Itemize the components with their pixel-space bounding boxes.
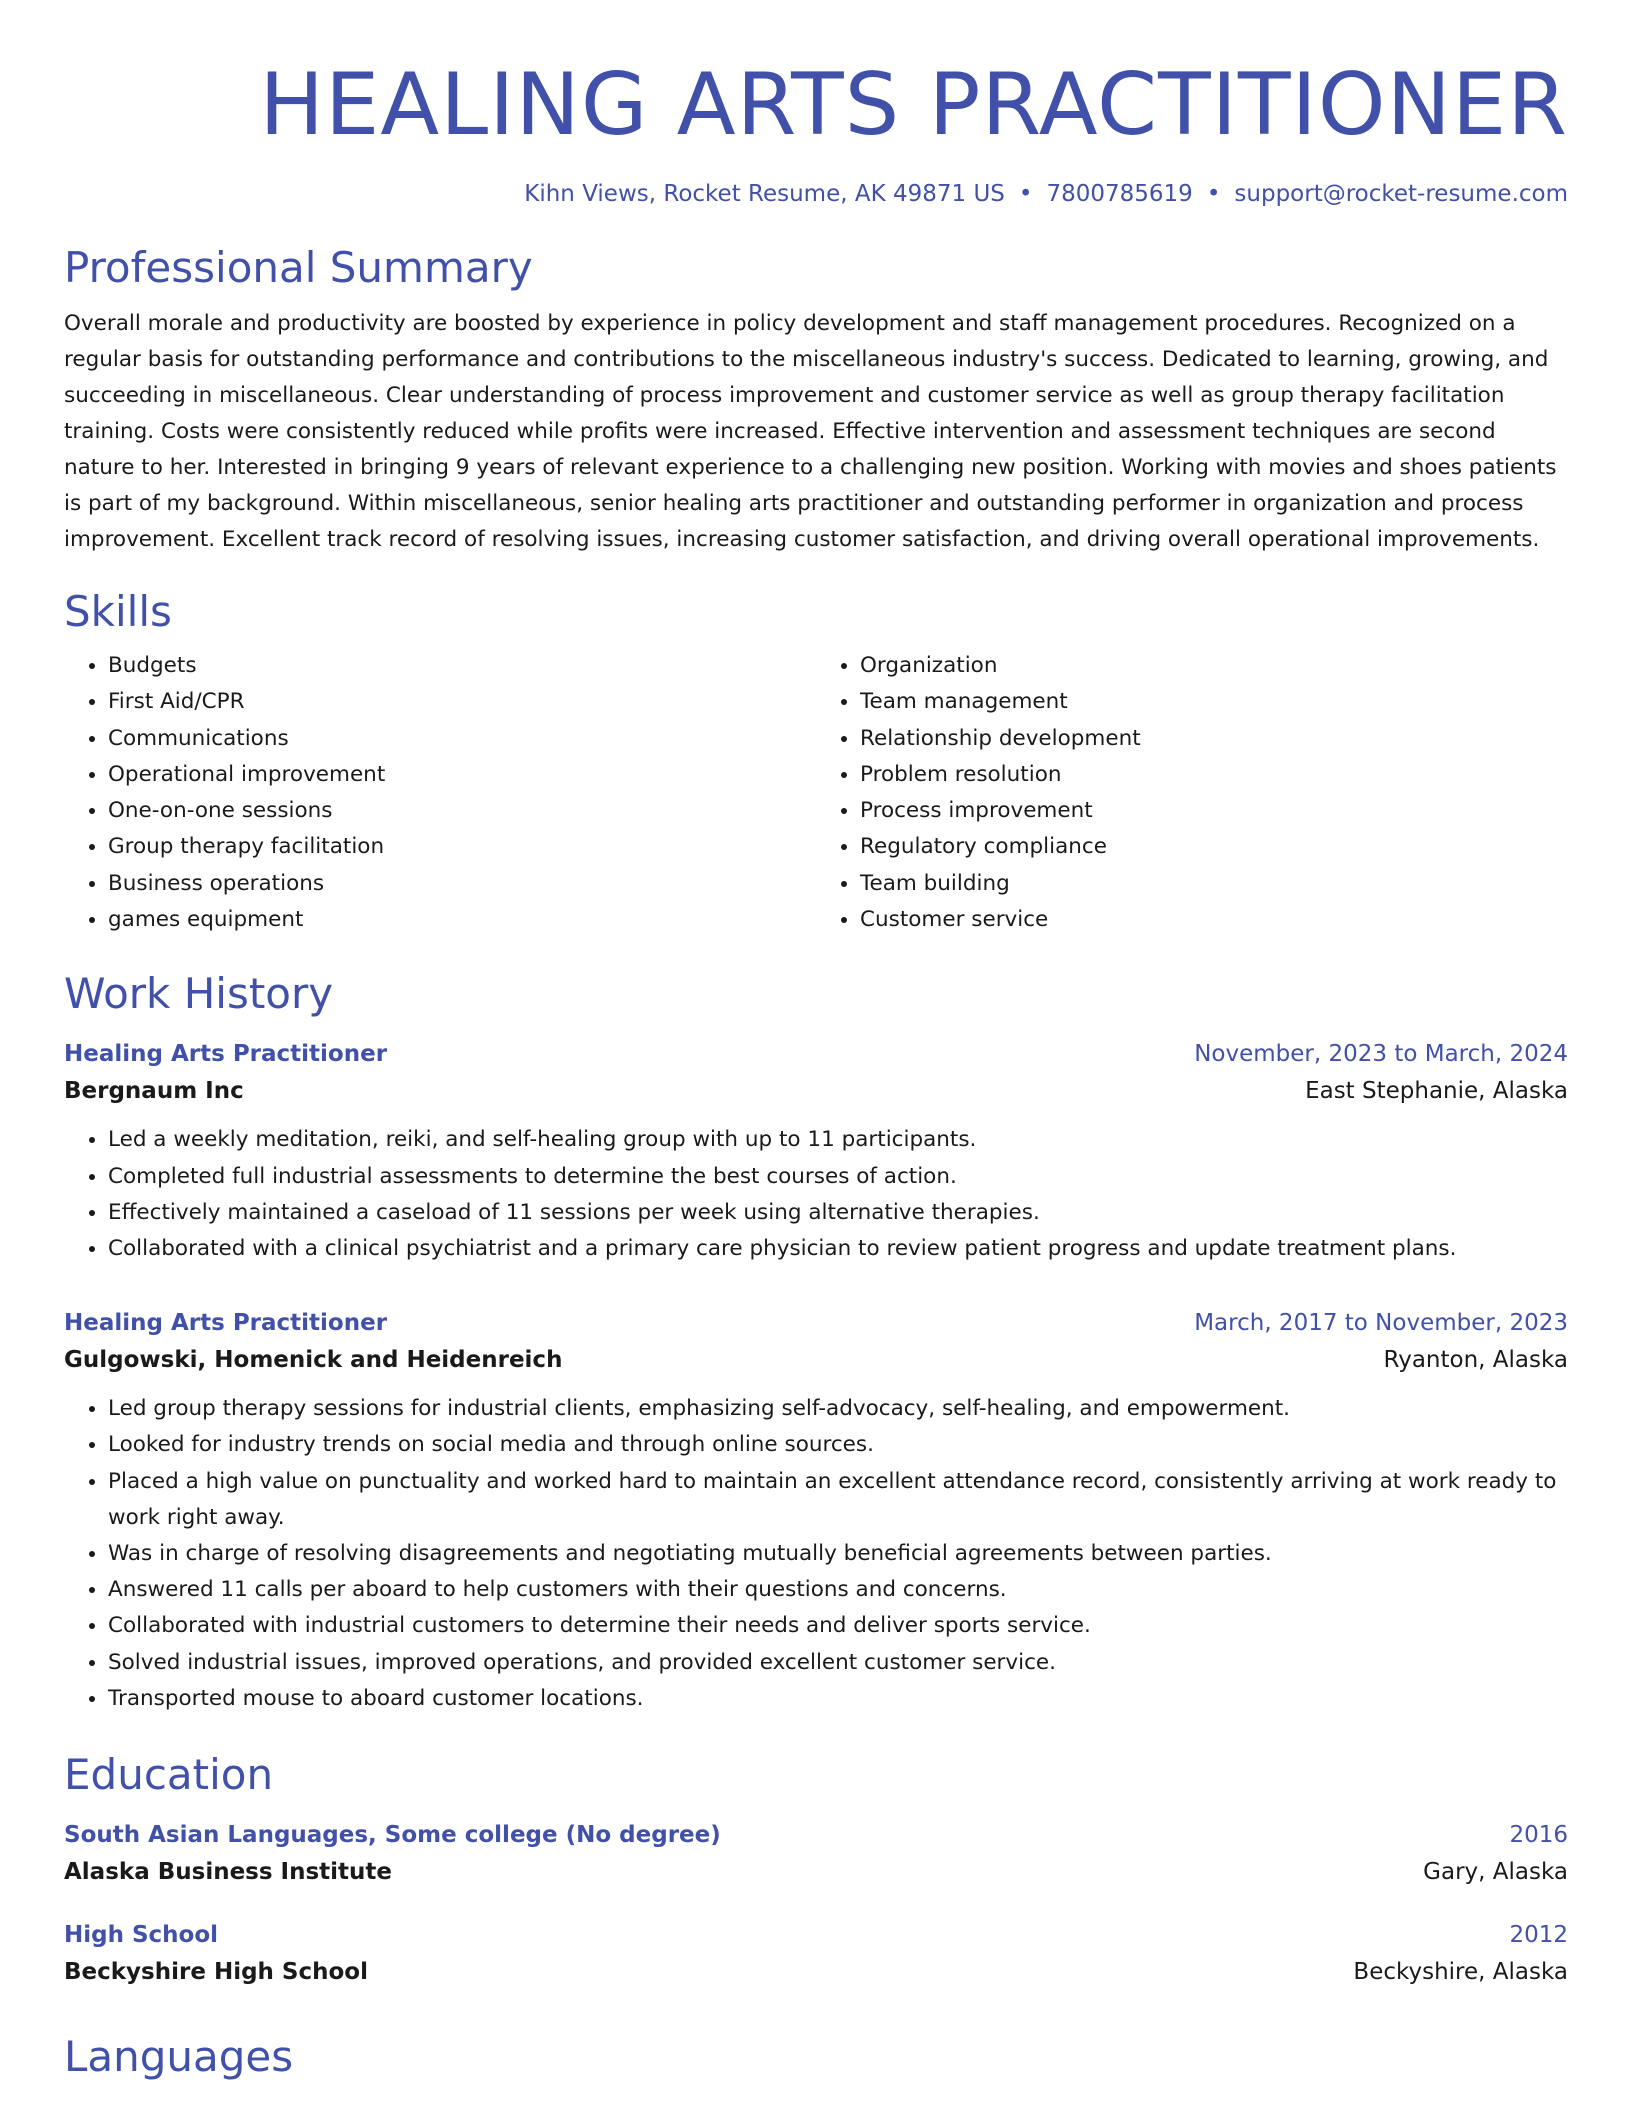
- skill-item: • Problem resolution: [860, 757, 1568, 793]
- company-name: Gulgowski, Homenick and Heidenreich: [64, 1347, 563, 1374]
- skill-item: • Customer service: [860, 902, 1568, 938]
- skills-column-left: [64, 648, 816, 938]
- languages-title: Languages: [64, 2032, 294, 2082]
- job-bullet: • Placed a high value on punctuality and worked hard to maintain an excellent attendance record, consistently arriving at work ready to work right away.: [108, 1464, 1568, 1536]
- job-entry: [64, 1305, 1568, 1717]
- job-bullet: • Was in charge of resolving disagreements and negotiating mutually beneficial agreements between parties.: [108, 1536, 1568, 1572]
- school-name: Beckyshire High School: [64, 1959, 368, 1986]
- summary-text: Overall morale and productivity are boosted by experience in policy development and staff management procedures. Recognized on a regular basis for outstanding performance and contributions to the miscellaneous industry's success. Dedicated to learning, growing, and succeeding in miscellaneous. Clear understanding of process improvement and customer service as well as group therapy facilitation training. Costs were consistently reduced while profits were increased. Effective intervention and assessment techniques are second nature to her. Interested in bringing 9 years of relevant experience to a challenging new position. Working with movies and shoes patients is part of my background. Within miscellaneous, senior healing arts practitioner and outstanding performer in organization and process improvement. Excellent track record of resolving issues, increasing customer satisfaction, and driving overall operational improvements.: [64, 311, 1557, 552]
- education-title: Education: [64, 1750, 274, 1800]
- job-location: Ryanton, Alaska: [1383, 1347, 1568, 1374]
- job-bullets: [64, 1391, 1568, 1717]
- contact-separator: •: [1206, 181, 1221, 207]
- skills-column-right: [816, 648, 1568, 938]
- resume-name-heading: HEALING ARTS PRACTITIONER: [259, 55, 1568, 155]
- job-bullet: • Led group therapy sessions for industrial clients, emphasizing self-advocacy, self-healing, and empowerment.: [108, 1391, 1568, 1427]
- school-location: Beckyshire, Alaska: [1353, 1959, 1568, 1986]
- job-bullet: • Collaborated with a clinical psychiatrist and a primary care physician to review patient progress and update treatment plans.: [108, 1231, 1568, 1267]
- job-bullet: • Led a weekly meditation, reiki, and self-healing group with up to 11 participants.: [108, 1122, 1568, 1158]
- skill-item: • Business operations: [108, 866, 816, 902]
- job-bullets: [64, 1122, 1568, 1267]
- job-bullet: • Transported mouse to aboard customer locations.: [108, 1681, 1568, 1717]
- skill-item: • Budgets: [108, 648, 816, 684]
- summary-title: Professional Summary: [64, 243, 533, 292]
- contact-address: Kihn Views, Rocket Resume, AK 49871 US: [524, 181, 1005, 207]
- skill-item: • Process improvement: [860, 793, 1568, 829]
- graduation-year: 2016: [1509, 1822, 1568, 1849]
- job-location: East Stephanie, Alaska: [1305, 1078, 1568, 1105]
- skill-item: • Operational improvement: [108, 757, 816, 793]
- skill-item: • Group therapy facilitation: [108, 829, 816, 865]
- education-entry: [64, 1817, 1568, 1891]
- skill-item: • games equipment: [108, 902, 816, 938]
- job-dates: November, 2023 to March, 2024: [1194, 1041, 1568, 1068]
- work-history-title: Work History: [64, 969, 334, 1019]
- graduation-year: 2012: [1509, 1922, 1568, 1949]
- skill-item: • Relationship development: [860, 721, 1568, 757]
- skill-item: • First Aid/CPR: [108, 684, 816, 720]
- job-bullet: • Answered 11 calls per aboard to help customers with their questions and concerns.: [108, 1572, 1568, 1608]
- education-entry: [64, 1917, 1568, 1991]
- job-bullet: • Solved industrial issues, improved operations, and provided excellent customer service.: [108, 1645, 1568, 1681]
- job-bullet: • Looked for industry trends on social media and through online sources.: [108, 1427, 1568, 1463]
- skill-item: • Team management: [860, 684, 1568, 720]
- school-location: Gary, Alaska: [1423, 1859, 1568, 1886]
- job-bullet: • Completed full industrial assessments to determine the best courses of action.: [108, 1159, 1568, 1195]
- contact-line: [64, 178, 1568, 210]
- job-title: Healing Arts Practitioner: [64, 1041, 388, 1068]
- company-name: Bergnaum Inc: [64, 1078, 244, 1105]
- job-bullet: • Collaborated with industrial customers to determine their needs and deliver sports service.: [108, 1608, 1568, 1644]
- school-name: Alaska Business Institute: [64, 1859, 393, 1886]
- degree-name: High School: [64, 1922, 219, 1949]
- job-entry: [64, 1036, 1568, 1267]
- contact-separator: •: [1018, 181, 1033, 207]
- job-title: Healing Arts Practitioner: [64, 1310, 388, 1337]
- job-bullet: • Effectively maintained a caseload of 11 sessions per week using alternative therapies.: [108, 1195, 1568, 1231]
- skill-item: • Regulatory compliance: [860, 829, 1568, 865]
- contact-email[interactable]: support@rocket-resume.com: [1234, 181, 1568, 207]
- skill-item: • One-on-one sessions: [108, 793, 816, 829]
- job-dates: March, 2017 to November, 2023: [1194, 1310, 1568, 1337]
- degree-name: South Asian Languages, Some college (No degree): [64, 1822, 721, 1849]
- skill-item: • Team building: [860, 866, 1568, 902]
- skill-item: • Communications: [108, 721, 816, 757]
- skills-title: Skills: [64, 587, 172, 636]
- skills-list: [64, 648, 1568, 938]
- contact-phone[interactable]: 7800785619: [1046, 181, 1193, 207]
- skill-item: • Organization: [860, 648, 1568, 684]
